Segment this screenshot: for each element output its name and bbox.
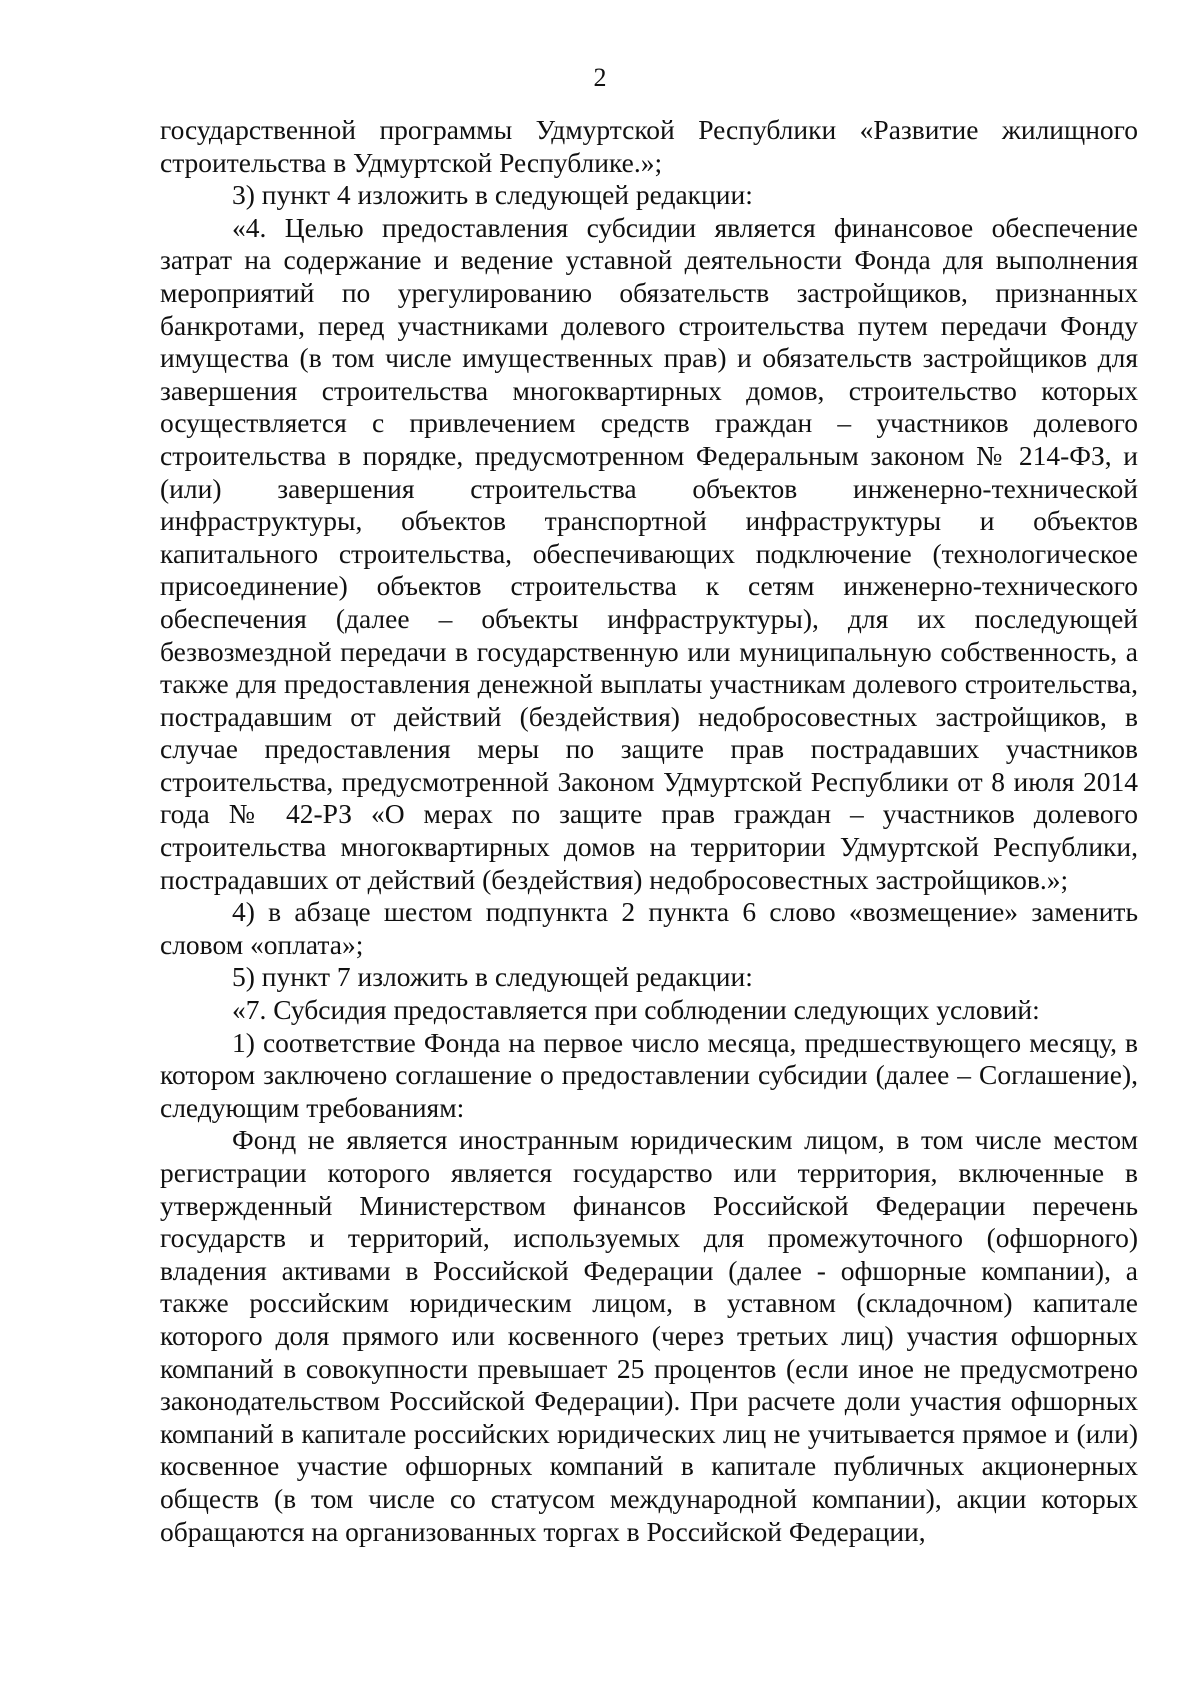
- document-body: [160, 114, 1138, 1548]
- page-number: 2: [593, 63, 607, 92]
- paragraph-subitem-1: 1) соответствие Фонда на первое число месяца, предшествующего месяцу, в котором заключено соглашение о предоставлении субсидии (далее – Соглашение), следующим требованиям:: [160, 1026, 1138, 1123]
- paragraph-item-5: 5) пункт 7 изложить в следующей редакции:: [232, 961, 753, 993]
- paragraph-point-4: «4. Целью предоставления субсидии является финансовое обеспечение затрат на содержание и ведение уставной деятельности Фонда для выполнения мероприятий по урегулированию обязательств застройщиков, признанных банкротами, перед участниками долевого строительства путем передачи Фонду имущества (в том числе имущественных прав) и обязательств застройщиков для завершения строительства многоквартирных домов, строительство которых осуществляется с привлечением средств граждан – участников долевого строительства в порядке, предусмотренном Федеральным законом № 214-ФЗ, и (или) завершения строительства объектов инженерно-технической инфраструктуры, объектов транспортной инфраструктуры и объектов капитального строительства, обеспечивающих подключение (технологическое присоединение) объектов строительства к сетям инженерно-технического обеспечения (далее – объекты инфраструктуры), для их последующей безвозмездной передачи в государственную или муниципальную собственность, а также для предоставления денежной выплаты участникам долевого строительства, пострадавшим от действий (бездействия) недобросовестных застройщиков, в случае предоставления меры по защите прав пострадавших участников строительства, предусмотренной Законом Удмуртской Республики от 8 июля 2014 года № 42-РЗ «О мерах по защите прав граждан – участников долевого строительства многоквартирных домов на территории Удмуртской Республики, пострадавших от действий (бездействия) недобросовестных застройщиков.»;: [160, 211, 1138, 895]
- paragraph-item-4: 4) в абзаце шестом подпункта 2 пункта 6 слово «возмещение» заменить словом «оплата»;: [160, 896, 1138, 960]
- paragraph-item-3: 3) пункт 4 изложить в следующей редакции:: [232, 179, 753, 211]
- paragraph-point-7: «7. Субсидия предоставляется при соблюдении следующих условий:: [232, 994, 1040, 1026]
- paragraph-offshore-requirement: Фонд не является иностранным юридическим лицом, в том числе местом регистрации которого является государство или территория, включенные в утвержденный Министерством финансов Российской Федерации перечень государств и территорий, используемых для промежуточного (офшорного) владения активами в Российской Федерации (далее - офшорные компании), а также российским юридическим лицом, в уставном (складочном) капитале которого доля прямого или косвенного (через третьих лиц) участия офшорных компаний в совокупности превышает 25 процентов (если иное не предусмотрено законодательством Российской Федерации). При расчете доли участия офшорных компаний в капитале российских юридических лиц не учитывается прямое и (или) косвенное участие офшорных компаний в капитале публичных акционерных обществ (в том числе со статусом международной компании), акции которых обращаются на организованных торгах в Российской Федерации,: [160, 1124, 1138, 1547]
- paragraph-continuation: государственной программы Удмуртской Республики «Развитие жилищного строительства в Удмуртской Республике.»;: [160, 114, 1138, 178]
